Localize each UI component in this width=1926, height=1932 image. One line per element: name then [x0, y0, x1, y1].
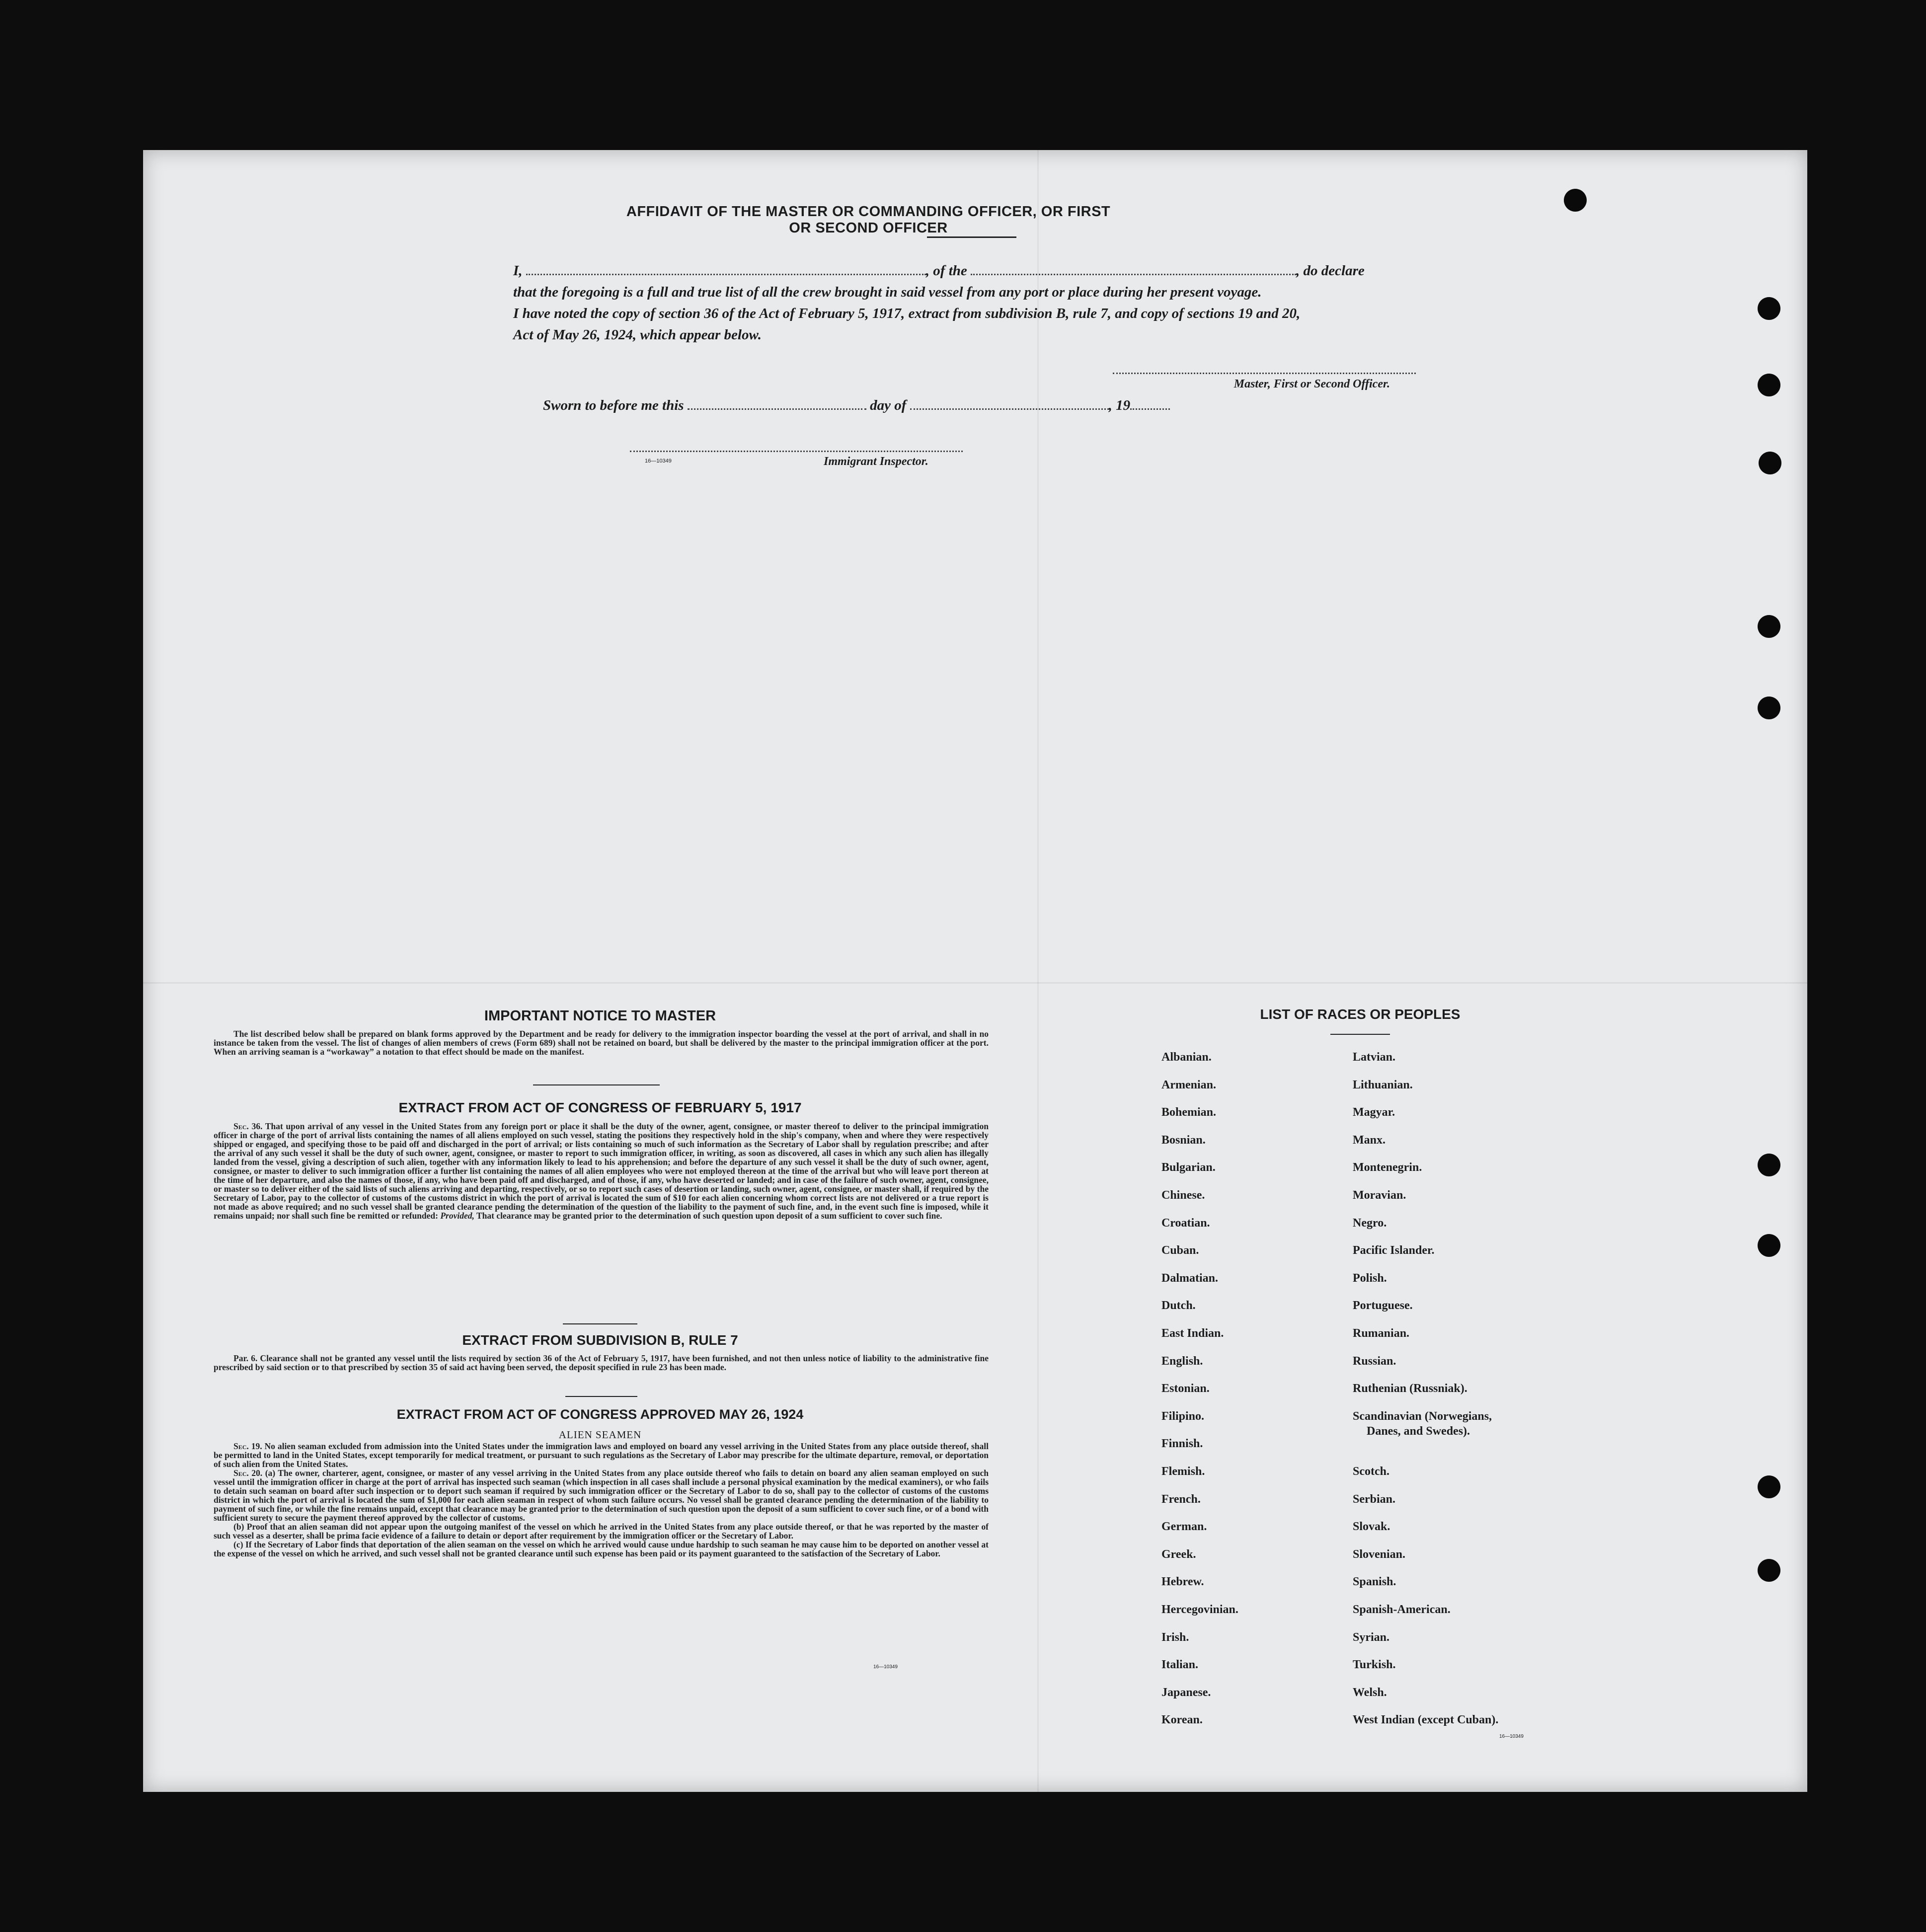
- sworn-year-field[interactable]: [1130, 408, 1170, 410]
- notice-body: [214, 1029, 989, 1056]
- punch-hole: [1758, 297, 1780, 320]
- extract-1924-subtitle: ALIEN SEAMEN: [558, 1429, 642, 1441]
- section-36-paragraph: [214, 1122, 989, 1220]
- races-title-underline: [1330, 1034, 1390, 1035]
- race-item: Italian.: [1161, 1658, 1199, 1672]
- punch-hole: [1564, 189, 1587, 212]
- race-item: Finnish.: [1161, 1437, 1203, 1451]
- extract-1924-title: EXTRACT FROM ACT OF CONGRESS APPROVED MAY 26, 1924: [396, 1407, 804, 1422]
- race-item: Syrian.: [1353, 1630, 1390, 1644]
- races-title: LIST OF RACES OR PEOPLES: [1260, 1006, 1461, 1022]
- race-item: Manx.: [1353, 1133, 1386, 1147]
- declaration-line-2: that the foregoing is a full and true list of all the crew brought in said vessel from any port or place during her present voyage.: [513, 284, 1262, 300]
- fold-crease-vertical: [1037, 150, 1039, 1792]
- section-36-text-end: That clearance may be granted prior to the determination of such question upon deposit of a sum sufficient to cover such fine.: [476, 1211, 942, 1221]
- declaration-of-the: , of the: [925, 263, 967, 279]
- declaration-do-declare: , do declare: [1296, 263, 1365, 279]
- race-item: Spanish-American.: [1353, 1603, 1451, 1616]
- section-36-text: That upon arrival of any vessel in the United States from any foreign port or place it shall be the duty of the owner, agent, consignee, or master thereof to deliver to the principal immigration officer in charge of the port of arrival lists containing the names of all aliens employed on such vessel, stating the positions they respectively hold in the ship's company, when and where they were respectively shipped or engaged, and specifying those to be paid off and discharged in the port of arrival; or lists containing so much of such information as the Secretary of Labor shall by regulation prescribe; and after the arrival of any such vessel it shall be the duty of such owner, agent, consignee, or master to report to such immigration officer, in writing, as soon as discovered, all cases in which any such alien has illegally landed from the vessel, giving a description of such alien, together with any information likely to lead to his apprehension; and before the departure of any such vessel it shall be the duty of such owner, agent, consignee, or master to deliver to such immigration officer a further list containing the names of all alien employees who were not employed thereon at the time of the arrival but who will leave port thereon at the time of her departure, and also the names of those, if any, who have been paid off and discharged, and of those, if any, who have deserted or landed; and in case of the failure of such owner, agent, consignee, or master so to deliver either of the said lists of such aliens arriving and departing, respectively, or so to report such cases of desertion or landing, such owner, agent, consignee, or master shall, if required by the Secretary of Labor, pay to the collector of customs of the customs district in which the port of arrival is located the sum of $10 for each alien concerning whom correct lists are not delivered or a true report is not made as above required; and no such vessel shall be granted clearance pending the determination of the question of the liability to the payment of such fine, and, in the event such fine is imposed, while it remains unpaid; nor shall such fine be remitted or refunded:: [214, 1121, 989, 1221]
- race-item: Croatian.: [1161, 1216, 1210, 1230]
- extract-1917-title: EXTRACT FROM ACT OF CONGRESS OF FEBRUARY 5, 1917: [398, 1100, 802, 1115]
- extract-1917-body: [214, 1122, 989, 1220]
- race-item: Welsh.: [1353, 1686, 1387, 1699]
- section-20c-paragraph: (c) If the Secretary of Labor finds that deportation of the alien seaman on the vessel on which he arrived would cause undue hardship to such seaman he may cause him to be deported on another vessel at the expense of the vessel on which he arrived, and such vessel shall not be granted clearance until such expense has been paid or its payment guaranteed to the satisfaction of the Secretary of Labor.: [214, 1540, 989, 1558]
- race-item: Japanese.: [1161, 1686, 1211, 1699]
- declaration-line-1: [513, 260, 1586, 282]
- form-number: 16—10349: [645, 458, 672, 464]
- race-item: Bosnian.: [1161, 1133, 1206, 1147]
- section-20a-text: (a) The owner, charterer, agent, consignee, or master of any vessel arriving in the United States from any place outside thereof who fails to detain on board any alien seaman employed on such vessel until the immigration officer in charge at the port of arrival has inspected such seaman (which inspection in all cases shall include a personal physical examination by the medical examiners), or who fails to detain such seaman on board after such inspection or to deport such seaman if required by such immigration officer or the Secretary of Labor to do so, shall pay to the collector of customs of the customs district in which the port of arrival is located the sum of $1,000 for each alien seaman in respect of whom such failure occurs. No vessel shall be granted clearance pending the determination of the liability to payment of such fine, or while the fine remains unpaid, except that clearance may be granted prior to the determination of such question upon the deposit of a sum sufficient to cover such fine, or of a bond with sufficient surety to secure the payment thereof approved by the collector of customs.: [214, 1468, 989, 1523]
- race-item: Filipino.: [1161, 1409, 1205, 1423]
- race-item: Irish.: [1161, 1630, 1189, 1644]
- race-item: Polish.: [1353, 1271, 1387, 1285]
- section-divider: [565, 1396, 637, 1397]
- master-signature-line[interactable]: [1113, 373, 1416, 374]
- race-item: Cuban.: [1161, 1244, 1199, 1257]
- punch-hole: [1758, 696, 1780, 719]
- race-item: Chinese.: [1161, 1189, 1205, 1202]
- race-item: Dutch.: [1161, 1299, 1196, 1313]
- officer-name-field[interactable]: [526, 274, 926, 275]
- race-item: Magyar.: [1353, 1106, 1395, 1119]
- race-item: Rumanian.: [1353, 1327, 1410, 1340]
- rule7-paragraph: Par. 6. Clearance shall not be granted any vessel until the lists required by section 36 of the Act of February 5, 1917, have been furnished, and not then unless notice of liability to the administrative fine prescribed by said section or to that prescribed by section 35 of said act having been served, the deposit specified in rule 23 has been made.: [214, 1353, 989, 1372]
- affidavit-title: AFFIDAVIT OF THE MASTER OR COMMANDING OFFICER, OR FIRST OR SECOND OFFICER: [626, 204, 1111, 236]
- section-20a-paragraph: [214, 1468, 989, 1522]
- race-item: Bohemian.: [1161, 1106, 1217, 1119]
- section-divider: [563, 1323, 637, 1324]
- race-item: Turkish.: [1353, 1658, 1396, 1672]
- sworn-text-c: , 19: [1108, 397, 1131, 413]
- vessel-name-field[interactable]: [971, 274, 1296, 275]
- race-item: Dalmatian.: [1161, 1271, 1218, 1285]
- inspector-signature-line[interactable]: [630, 451, 963, 452]
- race-item: Spanish.: [1353, 1575, 1396, 1589]
- section-19-text: No alien seaman excluded from admission into the United States under the immigration laws and employed on board any vessel arriving in the United States from any place outside thereof, shall be permitted to land in the United States, except temporarily for medical treatment, or pursuant to such regulations as the Secretary of Labor may prescribe for the ultimate departure, removal, or deportation of such alien from the United States.: [214, 1441, 989, 1469]
- section-36-label: Sec. 36.: [233, 1121, 263, 1131]
- race-item: Scotch.: [1353, 1465, 1389, 1478]
- declaration-line-4: Act of May 26, 1924, which appear below.: [513, 327, 762, 343]
- race-item: Pacific Islander.: [1353, 1244, 1435, 1257]
- race-item: Bulgarian.: [1161, 1161, 1216, 1174]
- race-item: Flemish.: [1161, 1465, 1205, 1478]
- form-number: 16—10349: [873, 1664, 898, 1670]
- race-item: Armenian.: [1161, 1078, 1216, 1091]
- sworn-month-field[interactable]: [910, 408, 1109, 410]
- race-item: Slovak.: [1353, 1520, 1390, 1534]
- title-underline: [927, 236, 1016, 238]
- race-item: Moravian.: [1353, 1189, 1406, 1202]
- race-item: Russian.: [1353, 1354, 1396, 1368]
- race-item: East Indian.: [1161, 1327, 1224, 1340]
- punch-hole: [1758, 1234, 1780, 1257]
- declaration-text: [513, 260, 1586, 346]
- race-item: Ruthenian (Russniak).: [1353, 1382, 1467, 1395]
- race-item: English.: [1161, 1354, 1203, 1368]
- race-item: Lithuanian.: [1353, 1078, 1413, 1091]
- declaration-line-3: I have noted the copy of section 36 of the Act of February 5, 1917, extract from subdivision B, rule 7, and copy of sections 19 and 20,: [513, 306, 1301, 321]
- declaration-i: I,: [513, 263, 523, 279]
- punch-hole: [1758, 1559, 1780, 1582]
- document-page: [143, 150, 1807, 1792]
- race-item: Korean.: [1161, 1713, 1203, 1727]
- section-divider: [533, 1084, 660, 1085]
- punch-hole: [1758, 1475, 1780, 1498]
- race-item: Hercegovinian.: [1161, 1603, 1238, 1616]
- inspector-signature-label: Immigrant Inspector.: [824, 455, 928, 468]
- race-item: Portuguese.: [1353, 1299, 1413, 1313]
- sworn-statement: [543, 397, 1170, 414]
- race-item: Latvian.: [1353, 1051, 1396, 1064]
- provided-text: Provided,: [440, 1211, 474, 1221]
- sworn-text-b: day of: [870, 397, 907, 413]
- section-19-label: Sec. 19.: [233, 1441, 262, 1451]
- rule7-body: [214, 1354, 989, 1372]
- punch-hole: [1758, 615, 1780, 638]
- punch-hole: [1758, 374, 1780, 396]
- race-item: Albanian.: [1161, 1051, 1212, 1064]
- section-20b-paragraph: (b) Proof that an alien seaman did not appear upon the outgoing manifest of the vessel on which he arrived in the United States from any place outside thereof, or that he was reported by the master of such vessel as a deserter, shall be prima facie evidence of a failure to detain or deport after requirement by the immigration officer or the Secretary of Labor.: [214, 1522, 989, 1541]
- race-item: Danes, and Swedes).: [1367, 1424, 1470, 1438]
- fold-crease-horizontal: [143, 982, 1807, 984]
- race-item: Hebrew.: [1161, 1575, 1204, 1589]
- race-item: Slovenian.: [1353, 1547, 1406, 1561]
- race-item: Greek.: [1161, 1547, 1196, 1561]
- form-number: 16—10349: [1499, 1734, 1524, 1739]
- rule7-title: EXTRACT FROM SUBDIVISION B, RULE 7: [462, 1332, 738, 1348]
- notice-paragraph: The list described below shall be prepared on blank forms approved by the Department and be ready for delivery to the immigration inspector boarding the vessel at the port of arrival, and shall in no instance be taken from the vessel. The list of changes of alien members of crews (Form 689) shall not be retained on board, but shall be delivered by the master to the principal immigration officer at the port. When an arriving seaman is a “workaway” a notation to that effect should be made on the manifest.: [214, 1029, 989, 1057]
- race-item: West Indian (except Cuban).: [1353, 1713, 1499, 1727]
- section-20-label: Sec. 20.: [233, 1468, 263, 1478]
- race-item: French.: [1161, 1492, 1201, 1506]
- race-item: Montenegrin.: [1353, 1161, 1422, 1174]
- race-item: Scandinavian (Norwegians,: [1353, 1409, 1492, 1423]
- extract-1924-body: [214, 1442, 989, 1558]
- sworn-text-a: Sworn to before me this: [543, 397, 684, 413]
- race-item: Negro.: [1353, 1216, 1387, 1230]
- race-item: German.: [1161, 1520, 1207, 1534]
- race-item: Estonian.: [1161, 1382, 1210, 1395]
- master-signature-label: Master, First or Second Officer.: [1233, 378, 1390, 390]
- punch-hole: [1759, 452, 1781, 474]
- section-19-paragraph: [214, 1442, 989, 1468]
- punch-hole: [1758, 1154, 1780, 1176]
- sworn-day-field[interactable]: [688, 408, 866, 410]
- notice-title: IMPORTANT NOTICE TO MASTER: [484, 1008, 716, 1024]
- race-item: Serbian.: [1353, 1492, 1396, 1506]
